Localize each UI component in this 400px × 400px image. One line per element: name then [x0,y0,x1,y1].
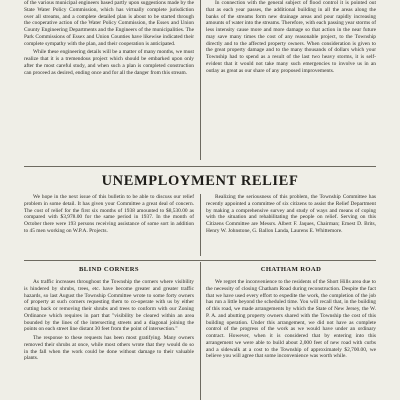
section-divider [24,260,376,261]
chatham-road-heading: CHATHAM ROAD [260,266,322,273]
blind-corners-heading: BLIND CORNERS [79,266,139,273]
unemployment-relief-title: UNEMPLOYMENT RELIEF [101,173,299,189]
unemployment-paragraph: Realizing the seriousness of this problem, the Township Committee has recently appointed a committee of six citizens to assist the Relief Department by making a comprehensive survey and study of ways and means of coping with the situation and rehabilitating the people on relief. Serving on this Citizens Committee are Messrs. Albert F. Jaques, Chairman; Ernest D. Brits, Henry W. Johnstone, G. Ballon Landa, Laurens E. Whittemore. [206,194,376,234]
section-divider [24,166,376,167]
blind-corners-paragraph: The response to these requests has been most gratifying. Many owners removed their shrubs at once, while most others wrote that they would do so in the fall when the work could be done without damage to their valuable plants. [24,335,194,362]
blind-corners-column [24,279,194,364]
flood-paragraph: of the various municipal engineers based partly upon suggestions made by the State Water Policy Commission, which has virtually complete jurisdiction over all streams, and a complete detailed plan is about to be started through the cooperative action of the Water Policy Commission, the Essex and Union County Engineering Departments and the Engineers of the municipalities. The Park Commissions of Essex and Union Counties have likewise indicated their complete sympathy with the plan, and their cooperation is anticipated. [24,0,194,47]
column-divider [200,0,201,160]
column-divider [200,262,201,400]
unemployment-paragraph: We hope in the next issue of this bulletin to be able to discuss our relief problem in some detail. It has given your Committee a great deal of concern. The cost of relief for the first six months of 1938 amounted to $8,530.00 as compared with $3,978.00 for the same period in 1937. In the month of October there were 193 persons receiving assistance of some sort in addition to 45 men working on W.P.A. Projects. [24,194,194,234]
flood-paragraph: In connection with the general subject of flood control it is pointed out that as each year passes, the additional building in all the areas along the banks of the streams form new drainage areas and pour rapidly increasing amounts of water into the streams. Therefore, with each passing year storms of less intensity cause more and more damage so that action in the near future may save many times the cost of any reasonable project, to the Township directly and to the affected property owners. When consideration is given to the great property damage and to the many thousands of dollars which your Township had to spend as a result of the last two heavy storms, it is self-evident that it would not take many such emergencies to involve us in an outlay as great as our share of any proposed improvements. [206,0,376,74]
flood-column-right [206,0,376,76]
blind-corners-paragraph: As traffic increases throughout the Township the corners where visibility is hindered by shrubs, trees, etc. have become greater and greater traffic hazards, so last August the Township Committee wrote to some forty owners of property at such corners requesting them to co-operate with us by either cutting back or removing their shrubs and trees to conform with our Zoning Ordinance which requires in part that "visibility be cleared within an area bounded by the lines of the intersecting streets and a diagonal joining the points on each street line distant 30 feet from the point of intersection." [24,279,194,333]
flood-paragraph: While these engineering details will be a matter of many months, we must realize that it is a tremendous project which should be embarked upon only after the most careful study, and when such a plan is completed construction can proceed as desired, ending once and for all the danger from this stream. [24,49,194,76]
flood-column-left [24,0,194,78]
column-divider [200,194,201,256]
unemployment-column-left [24,194,194,237]
chatham-road-paragraph: We regret the inconvenience to the residents of the Short Hills area due to the necessity of closing Chatham Road during reconstruction. Despite the fact that we have used every effort to expedite the work, the completion of the job has run a little beyond the scheduled time. You will recall that, in the building of this road, we made arrangements by which the State of New Jersey, the W. P. A. and abutting property owners shared with the Township the cost of this building operation. Under this arrangement, we did not have as complete control of the progress of the work as we would have under an ordinary contract. However, when it is considered that by entering into this arrangement we were able to build about 2,000 feet of new road with curbs and a sidewalk at a cost to the Township of approximately $2,700.00, we believe you will agree that some inconvenience was worth while. [206,279,376,360]
unemployment-column-right [206,194,376,237]
chatham-road-column [206,279,376,362]
